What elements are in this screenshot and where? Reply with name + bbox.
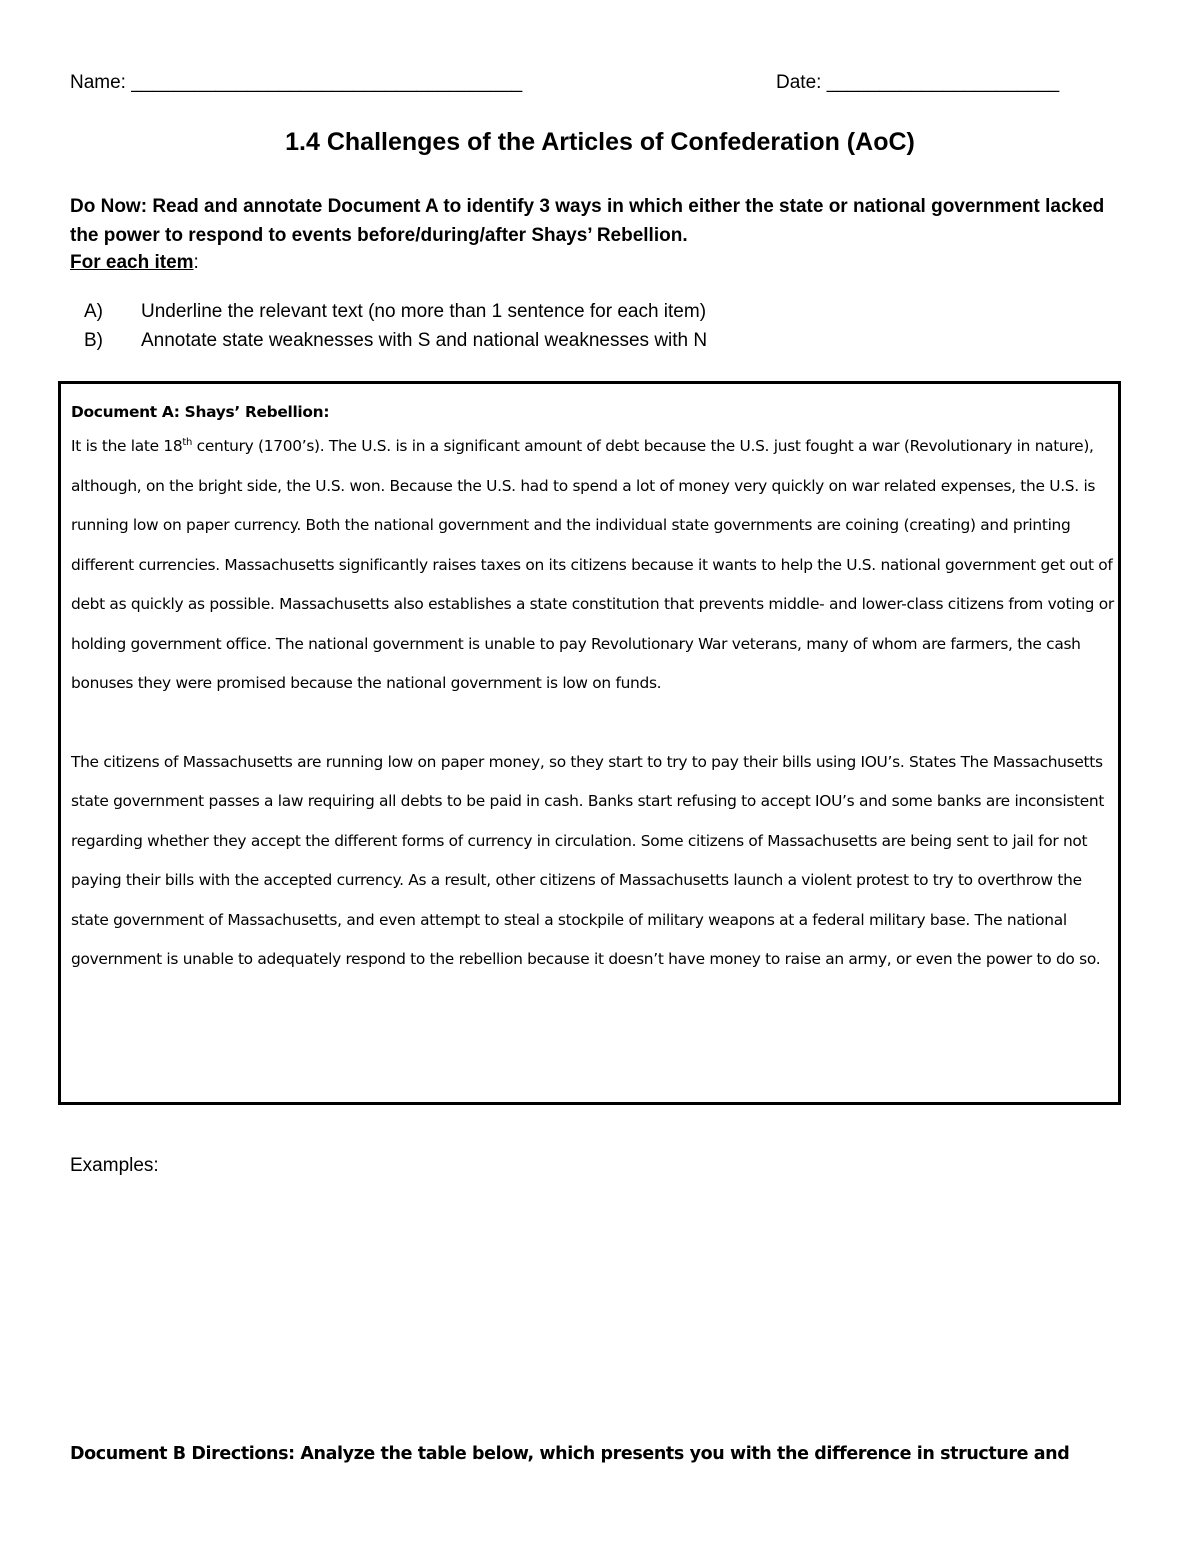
header-row [70, 72, 1122, 98]
for-each-item-colon: : [193, 252, 199, 273]
instruction-text: Annotate state weaknesses with S and national weaknesses with N [141, 330, 708, 351]
document-a-paragraph-1 [71, 427, 1116, 704]
for-each-item-label [70, 250, 199, 276]
ordinal-suffix: th [182, 436, 193, 448]
paragraph-spacer [71, 704, 1116, 743]
document-a-title: Document A: Shays’ Rebellion: [71, 403, 330, 421]
examples-label: Examples: [70, 1155, 159, 1176]
paragraph-1-start: It is the late 18 [71, 437, 183, 455]
document-a-paragraph-2: The citizens of Massachusetts are running low on paper money, so they start to try to pay their bills using IOU’s. States The Massachusetts state government passes a law requiring all debts to be paid in cash. Banks start refusing to accept IOU’s and some banks are inconsistent regarding whether they accept the different forms of currency in circulation. Some citizens of Massachusetts are being sent to jail for not paying their bills with the accepted currency. As a result, other citizens of Massachusetts launch a violent protest to try to overthrow the state government of Massachusetts, and even attempt to steal a stockpile of military weapons at a federal military base. The national government is unable to adequately respond to the rebellion because it doesn’t have money to raise an army, or even the power to do so. [71, 752, 1105, 968]
page-title: 1.4 Challenges of the Articles of Confederation (AoC) [285, 128, 915, 156]
name-field[interactable]: Name: _____________________________________ [70, 72, 523, 93]
document-a-content [71, 397, 1116, 980]
do-now-prompt: Do Now: Read and annotate Document A to identify 3 ways in which either the state or national government lacked the power to respond to events before/during/after Shays’ Rebellion. [70, 196, 1105, 246]
paragraph-1-rest: century (1700’s). The U.S. is in a significant amount of debt because the U.S. just fought a war (Revolutionary in nature), although, on the bright side, the U.S. won. Because the U.S. had to spend a lot of money very quickly on war related expenses, the U.S. is running low on paper currency. Both the national government and the individual state governments are coining (creating) and printing different currencies. Massachusetts significantly raises taxes on its citizens because it wants to help the U.S. national government get out of debt as quickly as possible. Massachusetts also establishes a state constitution that prevents middle- and lower-class citizens from voting or holding government office. The national government is unable to pay Revolutionary War veterans, many of whom are farmers, the cash bonuses they were promised because the national government is low on funds. [71, 437, 1114, 692]
document-b-directions: Document B Directions: Analyze the table below, which presents you with the difference in structure and [70, 1444, 1070, 1464]
for-each-item-text: For each item [70, 252, 194, 273]
instruction-text: Underline the relevant text (no more than 1 sentence for each item) [141, 301, 707, 322]
instruction-marker: B) [84, 330, 103, 351]
instruction-marker: A) [84, 301, 103, 322]
date-field[interactable]: Date: ______________________ [776, 72, 1060, 93]
document-a-box [58, 381, 1121, 1105]
